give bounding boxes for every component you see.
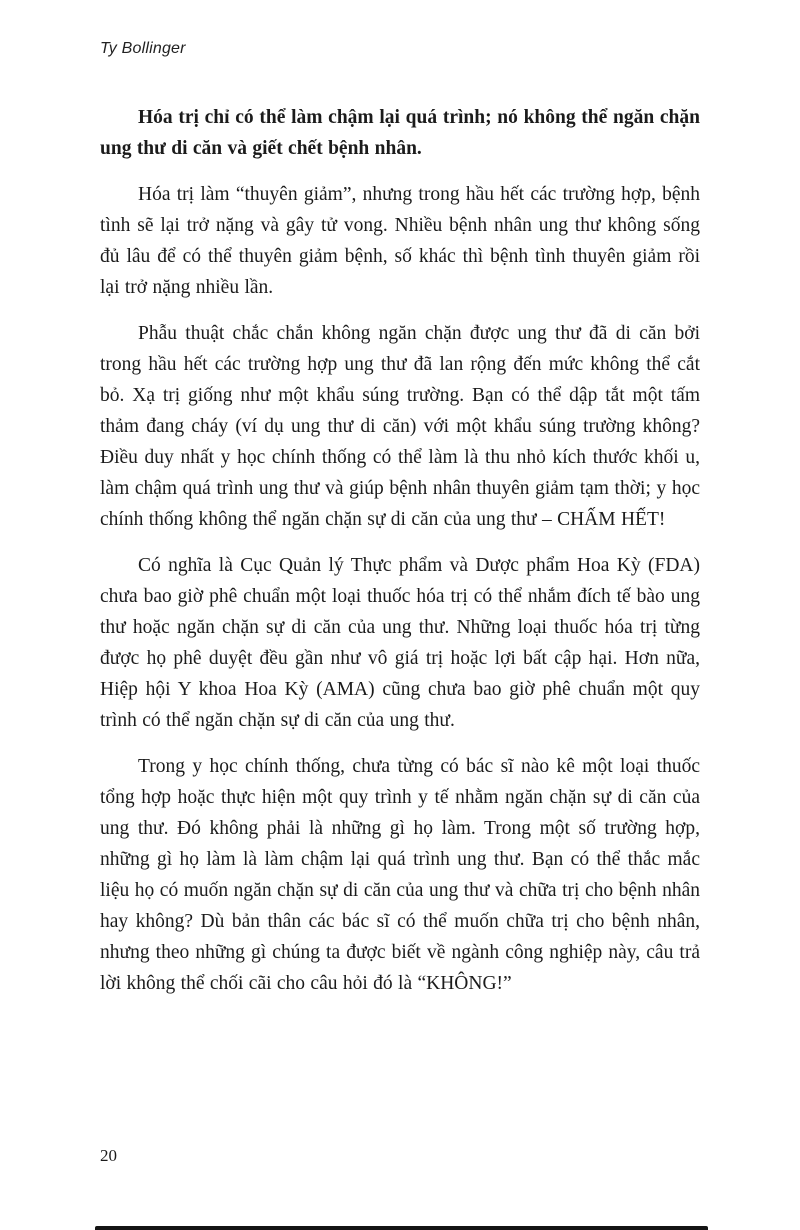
body-paragraph: Trong y học chính thống, chưa từng có bác sĩ nào kê một loại thuốc tổng hợp hoặc thực hiện một quy trình y tế nhằm ngăn chặn sự di căn của ung thư. Đó không phải là những gì họ làm. Trong một số trường hợp, những gì họ làm là làm chậm lại quá trình ung thư. Bạn có thể thắc mắc liệu họ có muốn ngăn chặn sự di căn của ung thư và chữa trị cho bệnh nhân hay không? Dù bản thân các bác sĩ có thể muốn chữa trị cho bệnh nhân, nhưng theo những gì chúng ta được biết về ngành công nghiệp này, câu trả lời không thể chối cãi cho câu hỏi đó là “KHÔNG!” bbox=[100, 756, 700, 994]
body-paragraph: Hóa trị làm “thuyên giảm”, nhưng trong hầu hết các trường hợp, bệnh tình sẽ lại trở nặng và gây tử vong. Nhiều bệnh nhân ung thư không sống đủ lâu để có thể thuyên giảm bệnh, số khác thì bệnh tình thuyên giảm rồi lại trở nặng nhiều lần. bbox=[100, 184, 700, 298]
page-edge-shadow bbox=[95, 1226, 708, 1230]
page-body bbox=[100, 102, 700, 1014]
page-number: 20 bbox=[100, 1146, 117, 1165]
author-name: Ty Bollinger bbox=[100, 40, 186, 57]
body-paragraph: Có nghĩa là Cục Quản lý Thực phẩm và Dược phẩm Hoa Kỳ (FDA) chưa bao giờ phê chuẩn một loại thuốc hóa trị có thể nhắm đích tế bào ung thư hoặc ngăn chặn sự di căn của ung thư. Những loại thuốc hóa trị từng được họ phê duyệt đều gần như vô giá trị hoặc lợi bất cập hại. Hơn nữa, Hiệp hội Y khoa Hoa Kỳ (AMA) cũng chưa bao giờ phê chuẩn một quy trình có thể ngăn chặn sự di căn của ung thư. bbox=[100, 555, 700, 731]
page-footer bbox=[100, 1146, 117, 1166]
lead-paragraph: Hóa trị chỉ có thể làm chậm lại quá trình; nó không thể ngăn chặn ung thư di căn và giết chết bệnh nhân. bbox=[100, 107, 700, 159]
body-paragraph: Phẫu thuật chắc chắn không ngăn chặn được ung thư đã di căn bởi trong hầu hết các trường hợp ung thư đã lan rộng đến mức không thể cắt bỏ. Xạ trị giống như một khẩu súng trường. Bạn có thể dập tắt một tấm thảm đang cháy (ví dụ ung thư di căn) với một khẩu súng trường không? Điều duy nhất y học chính thống có thể làm là thu nhỏ kích thước khối u, làm chậm quá trình ung thư và giúp bệnh nhân thuyên giảm tạm thời; y học chính thống không thể ngăn chặn sự di căn của ung thư – CHẤM HẾT! bbox=[100, 323, 700, 530]
running-header bbox=[100, 40, 186, 58]
